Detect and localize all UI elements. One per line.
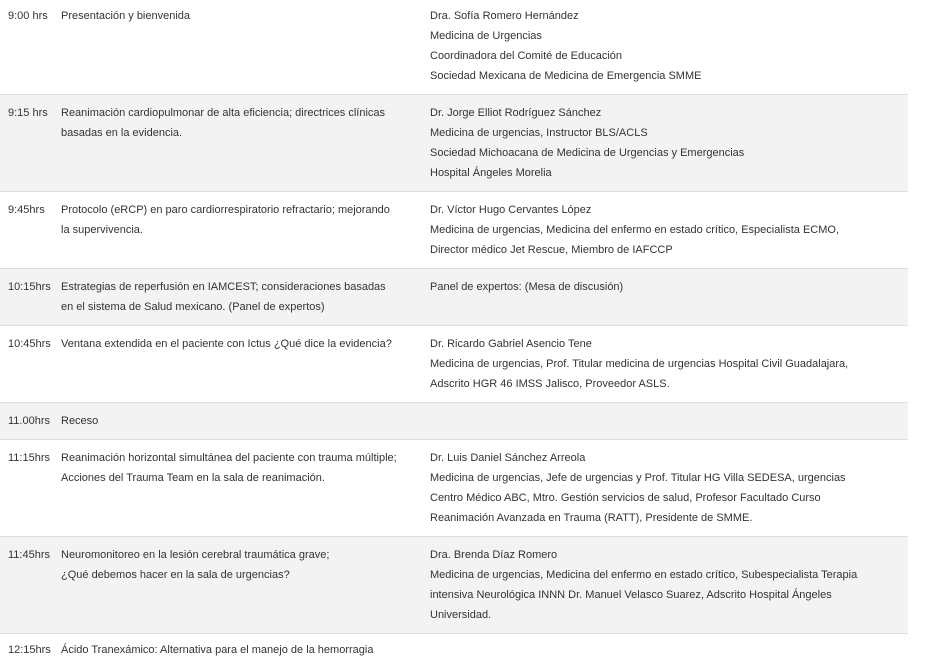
speaker-name: Dra. Sofía Romero Hernández — [430, 6, 908, 26]
speaker-credential-line: Coordinadora del Comité de Educación — [430, 46, 908, 66]
speaker-name: Dr. Víctor Hugo Cervantes López — [430, 200, 908, 220]
agenda-topic-line: la supervivencia. — [61, 220, 423, 240]
speaker-credential-line: Hospital Ángeles Morelia — [430, 163, 908, 183]
agenda-topic — [61, 403, 429, 440]
speaker-credential-line: Medicina de urgencias, Medicina del enfermo en estado crítico, Especialista ECMO, — [430, 220, 908, 240]
agenda-topic-line: Reanimación horizontal simultánea del paciente con trauma múltiple; — [61, 448, 423, 468]
speaker-name: Dr. Luis Daniel Sánchez Arreola — [430, 448, 908, 468]
agenda-topic — [61, 634, 429, 668]
agenda-time: 9:00 hrs — [0, 0, 61, 95]
agenda-row — [0, 634, 908, 668]
agenda-topic-line: Ventana extendida en el paciente con Ictus ¿Qué dice la evidencia? — [61, 334, 423, 354]
speaker-credential-line: Adscrito HGR 46 IMSS Jalisco, Proveedor ASLS. — [430, 374, 908, 394]
agenda-speaker — [429, 269, 908, 326]
agenda-row — [0, 537, 908, 634]
agenda-speaker — [429, 440, 908, 537]
agenda-topic — [61, 326, 429, 403]
agenda-row — [0, 269, 908, 326]
speaker-name: Dr. Jorge Elliot Rodríguez Sánchez — [430, 103, 908, 123]
agenda-row — [0, 95, 908, 192]
agenda-topic-line: en el sistema de Salud mexicano. (Panel de expertos) — [61, 297, 423, 317]
agenda-speaker — [429, 403, 908, 440]
agenda-time: 10:15hrs — [0, 269, 61, 326]
agenda-speaker — [429, 192, 908, 269]
agenda-topic — [61, 0, 429, 95]
speaker-credential-line: Sociedad Michoacana de Medicina de Urgencias y Emergencias — [430, 143, 908, 163]
agenda-topic — [61, 440, 429, 537]
speaker-credential-line: Medicina de urgencias, Instructor BLS/ACLS — [430, 123, 908, 143]
agenda-topic-line: basadas en la evidencia. — [61, 123, 423, 143]
agenda-time: 11:15hrs — [0, 440, 61, 537]
agenda-speaker — [429, 537, 908, 634]
speaker-credential-line: Medicina de urgencias, Medicina del enfermo en estado crítico, Subespecialista Terapia — [430, 565, 908, 585]
speaker-credential-line: Medicina de Urgencias — [430, 26, 908, 46]
agenda-topic-line: Ácido Tranexámico: Alternativa para el manejo de la hemorragia — [61, 640, 423, 660]
agenda-topic-line: Acciones del Trauma Team en la sala de reanimación. — [61, 468, 423, 488]
agenda-row — [0, 0, 908, 95]
agenda-topic-line: ¿Qué debemos hacer en la sala de urgencias? — [61, 565, 423, 585]
agenda-topic-line: Reanimación cardiopulmonar de alta eficiencia; directrices clínicas — [61, 103, 423, 123]
agenda-topic-line: Estrategias de reperfusión en IAMCEST; consideraciones basadas — [61, 277, 423, 297]
agenda-time: 11.00hrs — [0, 403, 61, 440]
agenda-speaker — [429, 95, 908, 192]
agenda-topic-line: Protocolo (eRCP) en paro cardiorrespiratorio refractario; mejorando — [61, 200, 423, 220]
speaker-credential-line: intensiva Neurológica INNN Dr. Manuel Velasco Suarez, Adscrito Hospital Ángeles — [430, 585, 908, 605]
agenda-speaker — [429, 326, 908, 403]
agenda-time: 11:45hrs — [0, 537, 61, 634]
agenda-topic — [61, 192, 429, 269]
agenda-time: 12:15hrs — [0, 634, 61, 668]
agenda-topic-line: Neuromonitoreo en la lesión cerebral traumática grave; — [61, 545, 423, 565]
agenda-time: 9:45hrs — [0, 192, 61, 269]
agenda-row — [0, 326, 908, 403]
speaker-credential-line: Centro Médico ABC, Mtro. Gestión servicios de salud, Profesor Facultado Curso — [430, 488, 908, 508]
agenda-row — [0, 440, 908, 537]
speaker-credential-line: Sociedad Mexicana de Medicina de Emergencia SMME — [430, 66, 908, 86]
agenda-topic-line: Receso — [61, 411, 423, 431]
agenda-topic — [61, 269, 429, 326]
agenda-speaker — [429, 0, 908, 95]
agenda-topic-line: Presentación y bienvenida — [61, 6, 423, 26]
speaker-credential-line: Universidad. — [430, 605, 908, 625]
agenda-speaker — [429, 634, 908, 668]
speaker-credential-line: Reanimación Avanzada en Trauma (RATT), Presidente de SMME. — [430, 508, 908, 528]
agenda-time: 10:45hrs — [0, 326, 61, 403]
speaker-name: Dra. Brenda Díaz Romero — [430, 545, 908, 565]
agenda-topic — [61, 95, 429, 192]
speaker-name: Panel de expertos: (Mesa de discusión) — [430, 277, 908, 297]
speaker-credential-line: Medicina de urgencias, Jefe de urgencias y Prof. Titular HG Villa SEDESA, urgencias — [430, 468, 908, 488]
speaker-credential-line: Director médico Jet Rescue, Miembro de IAFCCP — [430, 240, 908, 260]
speaker-name: Dr. Ricardo Gabriel Asencio Tene — [430, 334, 908, 354]
agenda-time: 9:15 hrs — [0, 95, 61, 192]
agenda-row — [0, 403, 908, 440]
agenda-row — [0, 192, 908, 269]
speaker-credential-line: Medicina de urgencias, Prof. Titular medicina de urgencias Hospital Civil Guadalajara, — [430, 354, 908, 374]
agenda-topic — [61, 537, 429, 634]
